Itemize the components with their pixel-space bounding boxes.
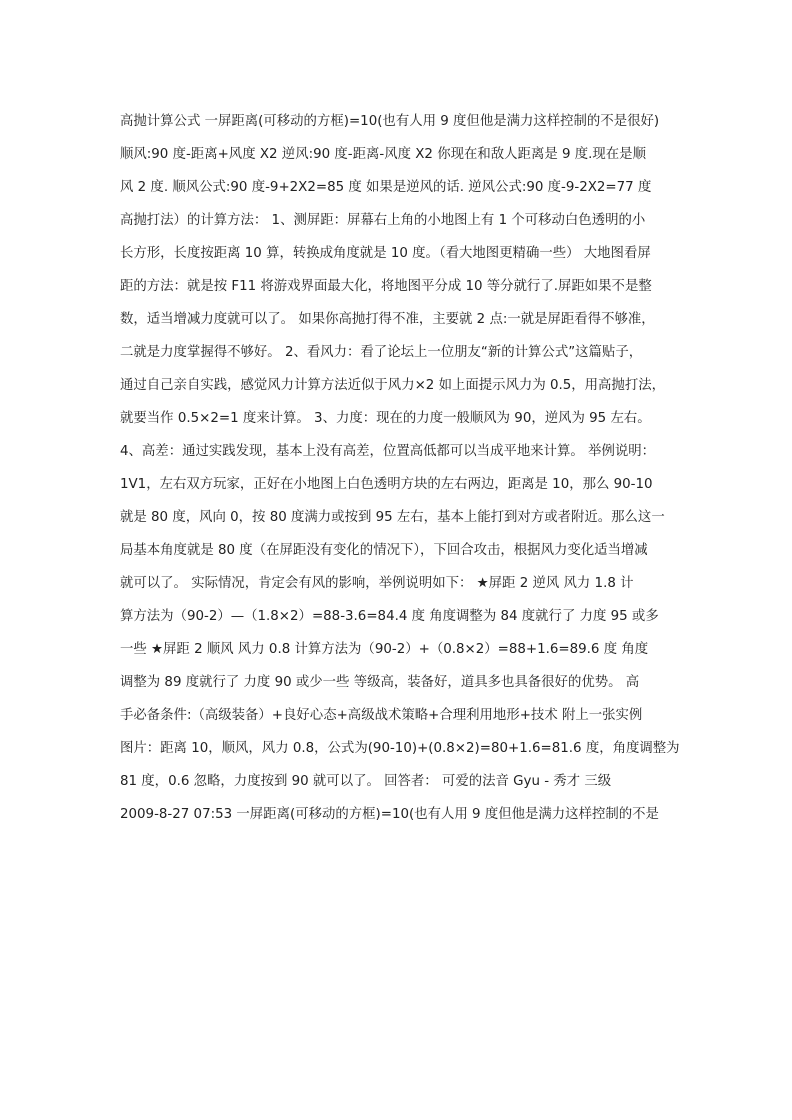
text-line: 局基本角度就是 80 度（在屏距没有变化的情况下），下回合攻击，根据风力变化适当增减 (120, 543, 648, 558)
text-line: 长方形，长度按距离 10 算，转换成角度就是 10 度。（看大地图更精确一些） 大地图看屏 (120, 246, 651, 261)
text-line: 4、高差：通过实践发现，基本上没有高差，位置高低都可以当成平地来计算。 举例说明： (120, 444, 656, 459)
text-line: 数，适当增减力度就可以了。 如果你高抛打得不准，主要就 2 点:一就是屏距看得不够准， (120, 312, 655, 327)
text-line: 顺风:90 度-距离+风度 X2 逆风:90 度-距离-风度 X2 你现在和敌人距离是 9 度.现在是顺 (120, 147, 646, 162)
text-line: 1V1，左右双方玩家，正好在小地图上白色透明方块的左右两边，距离是 10，那么 90-10 (120, 477, 653, 492)
text-line: 就可以了。 实际情况，肯定会有风的影响，举例说明如下： ★屏距 2 逆风 风力 1.8 计 (120, 576, 634, 591)
document-body (120, 105, 685, 831)
text-line: 就是 80 度，风向 0，按 80 度满力或按到 95 左右，基本上能打到对方或者附近。那么这一 (120, 510, 665, 525)
text-line: 手必备条件:（高级装备）+良好心态+高级战术策略+合理利用地形+技术 附上一张实例 (120, 708, 643, 723)
text-line: 2009-8-27 07:53 一屏距离(可移动的方框)=10(也有人用 9 度但他是满力这样控制的不是 (120, 807, 659, 822)
text-line: 距的方法：就是按 F11 将游戏界面最大化，将地图平分成 10 等分就行了.屏距如果不是整 (120, 279, 652, 294)
text-line: 高抛计算公式 一屏距离(可移动的方框)=10(也有人用 9 度但他是满力这样控制的不是很好) (120, 114, 660, 129)
text-line: 高抛打法）的计算方法： 1、测屏距：屏幕右上角的小地图上有 1 个可移动白色透明的小 (120, 213, 646, 228)
text-line: 81 度，0.6 忽略，力度按到 90 就可以了。 回答者： 可爱的法音 Gyu - 秀才 三级 (120, 774, 612, 789)
text-line: 调整为 89 度就行了 力度 90 或少一些 等级高，装备好，道具多也具备很好的优势。 高 (120, 675, 640, 690)
text-line: 风 2 度. 顺风公式:90 度-9+2X2=85 度 如果是逆风的话. 逆风公式:90 度-9-2X2=77 度 (120, 180, 652, 195)
text-line: 二就是力度掌握得不够好。 2、看风力：看了论坛上一位朋友“新的计算公式”这篇贴子， (120, 345, 643, 360)
text-line: 一些 ★屏距 2 顺风 风力 0.8 计算方法为（90-2）+（0.8×2）=88+1.6=89.6 度 角度 (120, 642, 649, 657)
text-line: 就要当作 0.5×2=1 度来计算。 3、力度：现在的力度一般顺风为 90，逆风为 95 左右。 (120, 411, 651, 426)
text-line: 算方法为（90-2）—（1.8×2）=88-3.6=84.4 度 角度调整为 84 度就行了 力度 95 或多 (120, 609, 659, 624)
text-line: 图片：距离 10，顺风，风力 0.8，公式为(90-10)+(0.8×2)=80+1.6=81.6 度，角度调整为 (120, 741, 680, 756)
text-line: 通过自己亲自实践，感觉风力计算方法近似于风力×2 如上面提示风力为 0.5，用高抛打法， (120, 378, 665, 393)
